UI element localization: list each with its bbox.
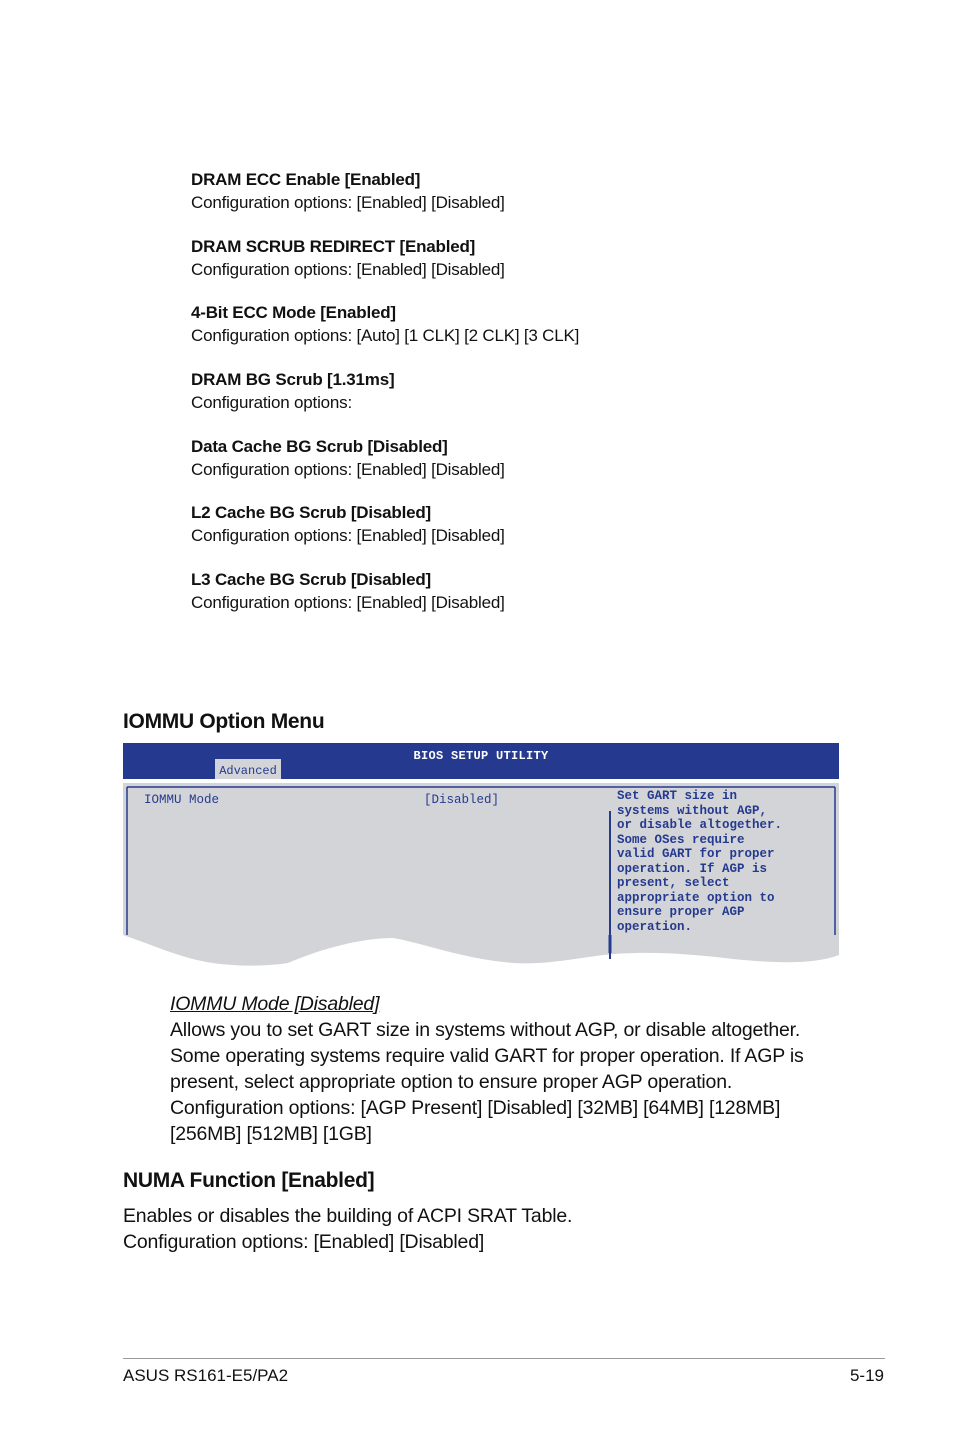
item-dram-bg-scrub (191, 369, 394, 415)
bios-help-text: Set GART size in systems without AGP, or disable altogether. Some OSes require valid GART for proper operation. If AGP is present, select appropriate option to ensure proper AGP operation. (617, 789, 783, 934)
numa-description (123, 1203, 843, 1255)
item-title: Data Cache BG Scrub [Disabled] (191, 437, 448, 456)
iommu-mode-setting-value[interactable]: [Disabled] (424, 793, 500, 807)
item-desc: Configuration options: [Enabled] [Disabled] (191, 260, 505, 279)
iommu-mode-line: Allows you to set GART size in systems without AGP, or disable altogether. (170, 1019, 801, 1041)
iommu-mode-title: IOMMU Mode [Disabled] (170, 993, 380, 1015)
iommu-mode-line: [256MB] [512MB] [1GB] (170, 1123, 372, 1145)
item-dram-ecc-enable (191, 169, 505, 215)
item-desc: Configuration options: [Enabled] [Disabled] (191, 526, 505, 545)
bios-screen (123, 743, 839, 968)
bios-title: BIOS SETUP UTILITY (413, 749, 549, 763)
item-title: DRAM BG Scrub [1.31ms] (191, 370, 395, 389)
item-desc: Configuration options: (191, 393, 352, 412)
item-title: L3 Cache BG Scrub [Disabled] (191, 570, 432, 589)
bios-body (123, 783, 839, 968)
tab-advanced[interactable]: Advanced (215, 759, 281, 779)
numa-line: Configuration options: [Enabled] [Disabled] (123, 1231, 485, 1253)
item-l3-cache-bg-scrub (191, 569, 505, 615)
bios-header (123, 743, 839, 779)
item-data-cache-bg-scrub (191, 436, 505, 482)
footer-page-number: 5-19 (849, 1366, 884, 1385)
numa-heading: NUMA Function [Enabled] (123, 1169, 375, 1192)
iommu-heading: IOMMU Option Menu (123, 710, 325, 733)
item-dram-scrub-redirect (191, 236, 505, 282)
item-title: L2 Cache BG Scrub [Disabled] (191, 503, 432, 522)
item-desc: Configuration options: [Auto] [1 CLK] [2 CLK] [3 CLK] (191, 326, 580, 345)
item-desc: Configuration options: [Enabled] [Disabled] (191, 460, 505, 479)
item-l2-cache-bg-scrub (191, 502, 505, 548)
item-title: DRAM ECC Enable [Enabled] (191, 170, 421, 189)
iommu-mode-setting-label[interactable]: IOMMU Mode (144, 793, 220, 807)
iommu-mode-description (170, 991, 870, 1147)
iommu-mode-line: present, select appropriate option to ensure proper AGP operation. (170, 1071, 733, 1093)
item-title: DRAM SCRUB REDIRECT [Enabled] (191, 237, 476, 256)
footer-product-name: ASUS RS161-E5/PA2 (123, 1366, 289, 1385)
item-desc: Configuration options: [Enabled] [Disabled] (191, 593, 505, 612)
iommu-mode-line: Some operating systems require valid GART for proper operation. If AGP is (170, 1045, 804, 1067)
item-4bit-ecc-mode (191, 302, 579, 348)
iommu-mode-line: Configuration options: [AGP Present] [Disabled] [32MB] [64MB] [128MB] (170, 1097, 781, 1119)
item-desc: Configuration options: [Enabled] [Disabled] (191, 193, 505, 212)
item-title: 4-Bit ECC Mode [Enabled] (191, 303, 396, 322)
numa-line: Enables or disables the building of ACPI SRAT Table. (123, 1205, 573, 1227)
footer-rule (123, 1358, 885, 1359)
